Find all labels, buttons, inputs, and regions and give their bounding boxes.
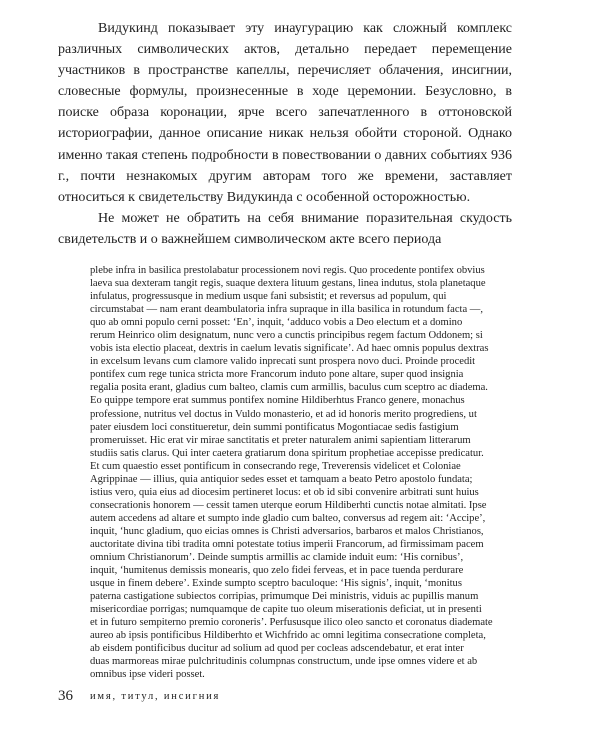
quote-line: aureo ab ipsis pontificibus Hildiberhto et Wichfrido ac omni legitima consecratione completa, (90, 630, 486, 642)
quote-line: Agrippinae — illius, quia antiquior sedes esset et tamquam a beato Petro apostolo fundata; (90, 473, 473, 485)
quote-line: laeva sua dexteram tangit regis, suaque dextera lituum gestans, linea indutus, stola planetaque (90, 278, 486, 290)
quote-line: consecrationis honorem — cessit tamen uterque eorum Hildiberhti cunctis notae almitati. Ipse (90, 499, 487, 511)
quote-line: paterna castigatione subiectos corripias, primumque Dei ministris, viduis ac pupillis manum (90, 591, 479, 603)
quote-line: pontifex cum rege tunica stricta more Francorum induto pone altare, super quod insignia (90, 369, 464, 381)
quote-line: Eo quippe tempore erat summus pontifex nomine Hildiberhtus Franco genere, monachus (90, 395, 465, 407)
quote-line: promeruisset. Hic erat vir mirae sanctitatis et preter naturalem animi sapientiam litterarum (90, 434, 471, 446)
quote-line: et in futuro sempiterno premio coroneris’. Perfususque ilico oleo sancto et coronatus diademate (90, 617, 493, 629)
running-title: имя, титул, инсигния (90, 691, 221, 702)
paragraph-2: Не может не обратить на себя внимание поразительная скудость свидетельств и о важнейшем символическом акте всего периода (58, 210, 512, 247)
quote-line: Et cum quaestio esset pontificum in consecrando rege, Treverensis videlicet et Coloniae (90, 460, 461, 472)
main-text (58, 18, 512, 250)
quote-line: omnibus ipse videri posset. (90, 669, 205, 681)
quote-line: misericordiae porrigas; numquamque de capite tuo oleum miserationis deficiat, ut in presenti (90, 604, 482, 616)
quote-line: ab eisdem pontificibus ducitur ad solium ad quod per cocleas adscendebatur, et erat inter (90, 643, 464, 655)
quote-line: regalia posita erant, gladius cum balteo, clamis cum armillis, baculus cum sceptro ac diadema. (90, 382, 488, 394)
quote-line: inquit, ‘humitenus demissis monearis, quo zelo fidei ferveas, et in pace tuenda perdurare (90, 565, 464, 577)
quote-line: in excelsum levans cum clamore valido inprecati sunt prospera novo duci. Proinde procedit (90, 356, 476, 368)
quote-line: rerum Heinrico olim designatum, nunc vero a cunctis principibus regem factum Oddonem; si (90, 330, 483, 342)
quote-line: plebe infra in basilica prestolabatur processionem novi regis. Quo procedente pontifex obvius (90, 265, 485, 276)
page-number: 36 (58, 688, 73, 704)
quote-line: omnium Christianorum’. Deinde sumptis armillis ac clamide induit eum: ‘His cornibus’, (90, 552, 464, 564)
quote-line: circumstabat — nam erant deambulatoria infra supraque in illa basilica in rotundum facta —, (90, 304, 483, 316)
latin-quotation (90, 264, 514, 682)
paragraph-1: Видукинд показывает эту инаугурацию как сложный комплекс различных символических актов, детально передает перемещение участников в пространстве капеллы, перечисляет облачения, инсигнии, словесные формулы, произнесенные в ходе церемонии. Безусловно, в поиске образа коронации, ярче всего запечатленного в оттоновской историографии, данное описание никак нельзя обойти стороной. Однако именно такая степень подробности в повествовании о давних событиях 936 г., почти незнакомых другим авторам того же времени, заставляет относиться к свидетельству Видукинда с особенной осторожностью. (58, 21, 512, 205)
quote-line: infulatus, progressusque in medium usque fani subsistit; et reversus ad populum, qui (90, 291, 447, 303)
quote-line: istius vero, quia eius ad diocesim pertineret locus: et ob id sibi convenire arbitrati sunt huius (90, 486, 479, 498)
quote-line: studiis satis clarus. Qui inter caetera gratiarum dona spiritum prophetiae accepisse predicatur. (90, 447, 484, 459)
quote-line: duas marmoreas mirae pulchritudinis columpnas constructum, unde ipse omnes videre et ab (90, 656, 478, 668)
quote-line: usque in finem debere’. Exinde sumpto sceptro baculoque: ‘His signis’, inquit, ‘monitus (90, 578, 462, 590)
page-footer (58, 687, 518, 707)
quote-line: auctoritate divina tibi tradita omni potestate totius imperii Francorum, ad firmissimam pacem (90, 538, 484, 550)
quote-line: pater eiusdem loci constitueretur, dein summi pontificatus Mogontiacae sedis fastigium (90, 421, 459, 433)
quote-line: professione, nutritus vel doctus in Vuldo monasterio, et ad id honoris merito progrediens, ut (90, 408, 477, 420)
quote-line: vobis ista electio placeat, dextris in caelum levatis significate’. Ad haec omnis populus dextras (90, 343, 489, 355)
quote-line: quo ab omni populo cerni posset: ‘En’, inquit, ‘adduco vobis a Deo electum et a domino (90, 317, 463, 329)
quote-line: autem accedens ad altare et sumpto inde gladio cum balteo, conversus ad regem ait: ‘Accipe’, (90, 512, 486, 524)
quote-line: inquit, ‘hunc gladium, quo eicias omnes is Christi adversarios, barbaros et malos Christianos, (90, 525, 484, 537)
